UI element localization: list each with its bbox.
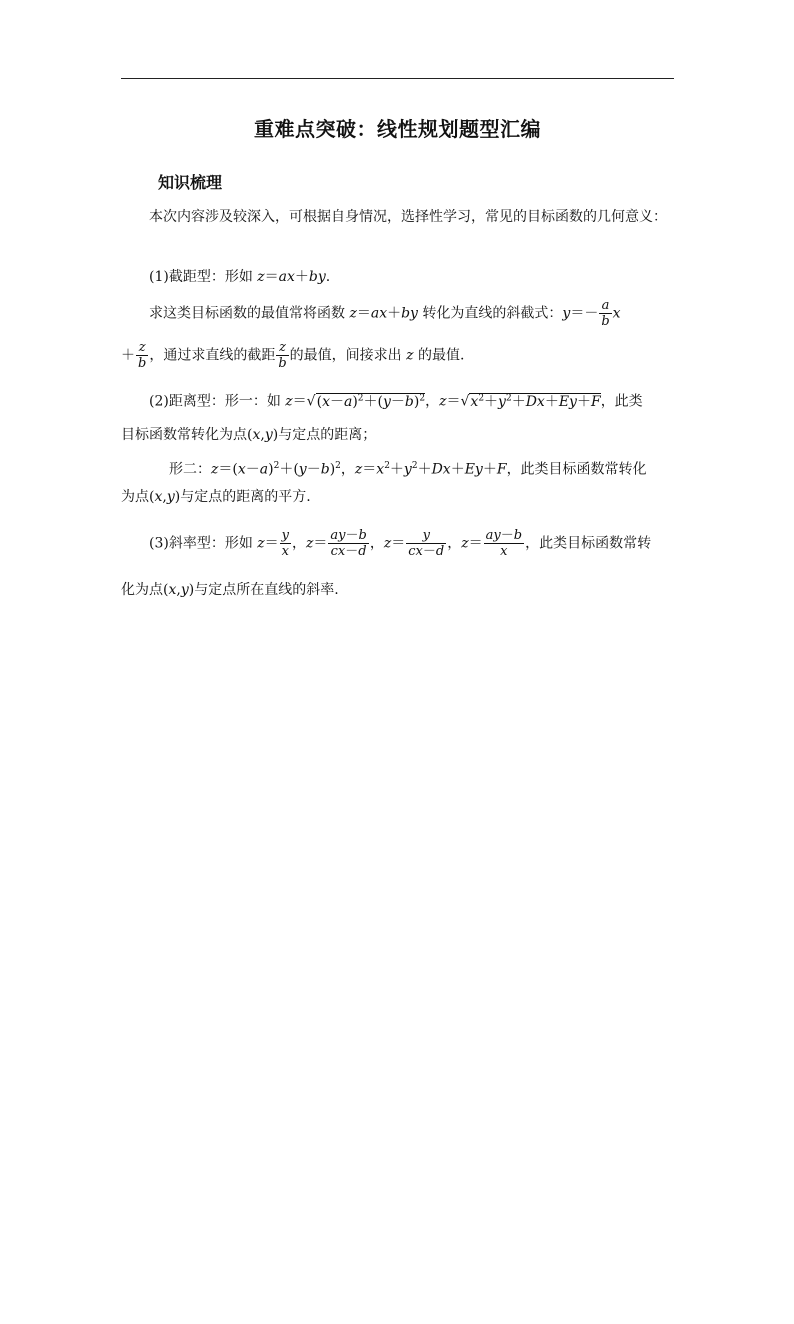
header-rule [121, 78, 674, 79]
distance-form2: 形二：$z=(x-a)^2+(y-b)^2$，$z=x^2+y^2+Dx+Ey+F$，此类目标函数常转化 [169, 461, 647, 478]
slope-text-line1: (3)斜率型：形如 z＝ $\frac{y}{x}$ ，z＝ $\frac{ay-b}{cx-d}$ ，z＝ $\frac{y}{cx-d}$ ，z＝ $\frac{ay-b}{x}$ ，此类目标函数常转 [149, 528, 652, 559]
distance-form2-cont: 为点(x,y)与定点的距离的平方. [121, 489, 311, 505]
fraction-z-b: $\frac{z}{b}$ [138, 340, 147, 371]
slope-text-line2: 化为点(x,y)与定点所在直线的斜率. [121, 582, 339, 598]
page-title: 重难点突破：线性规划题型汇编 [254, 117, 541, 141]
fraction-y-x: $\frac{y}{x}$ [281, 528, 290, 559]
intercept-heading: (1)截距型：形如 z＝ax＋by. [149, 269, 331, 285]
section-heading: 知识梳理 [158, 173, 223, 192]
intercept-text-line2: ＋ $\frac{z}{b}$ ，通过求直线的截距 $\frac{z}{b}$ 的最值，间接求出 z 的最值. [121, 340, 465, 371]
distance-form1: (2)距离型：形一：如 $z=√(x-a)^2+(y-b)^2$，$z=√x^2+y^2+Dx+Ey+F$，此类 [149, 393, 643, 410]
intercept-text-line1: 求这类目标函数的最值常将函数 z＝ax＋by 转化为直线的斜截式：y＝－ $\frac{a}{b}$ x [149, 298, 621, 329]
fraction-ayb-x: $\frac{ay-b}{x}$ [485, 528, 523, 559]
distance-form1-cont: 目标函数常转化为点(x,y)与定点的距离； [121, 427, 377, 443]
fraction-ayb-cxd: $\frac{ay-b}{cx-d}$ [330, 528, 367, 559]
intro-paragraph: 本次内容涉及较深入，可根据自身情况，选择性学习，常见的目标函数的几何意义： [149, 209, 667, 225]
fraction-y-cxd: $\frac{y}{cx-d}$ [408, 528, 445, 559]
fraction-z-b-2: $\frac{z}{b}$ [278, 340, 287, 371]
fraction-a-b: $\frac{a}{b}$ [601, 298, 610, 329]
